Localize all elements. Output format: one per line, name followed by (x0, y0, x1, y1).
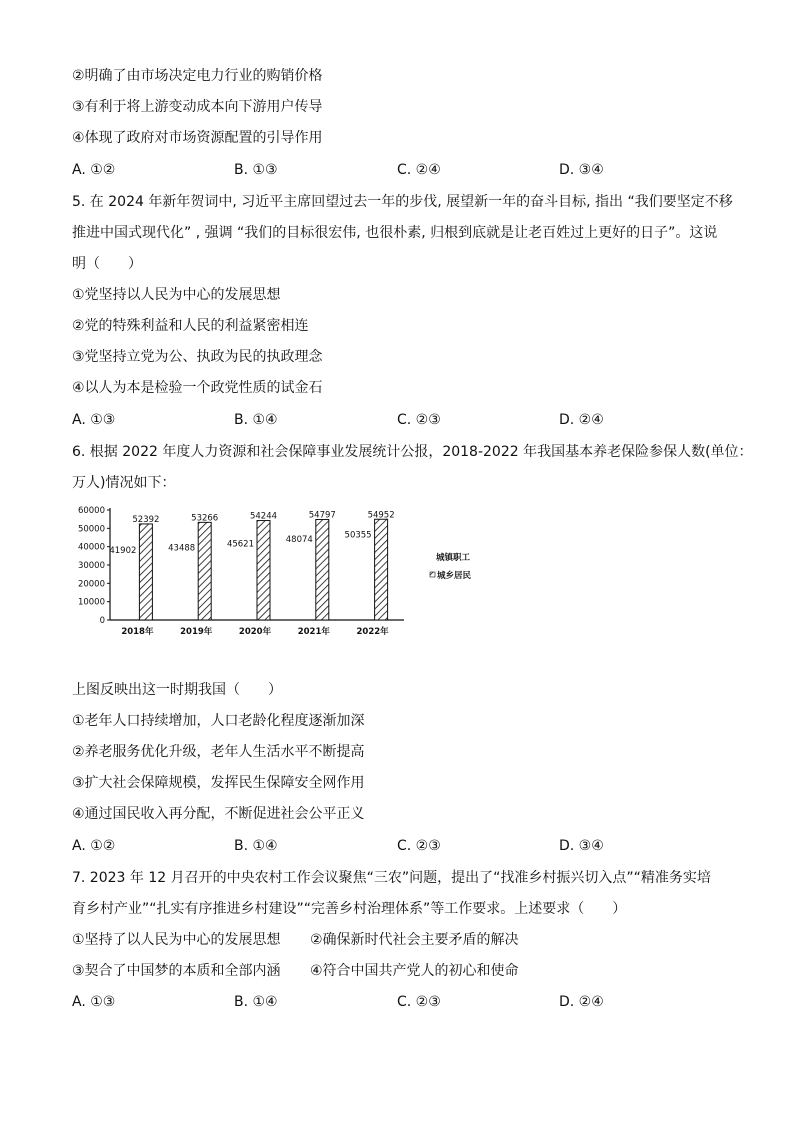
bar-urban-rural-residents (257, 521, 270, 620)
q5-statement-3: ③党坚持立党为公、执政为民的执政理念 (72, 349, 323, 365)
pension-insurance-bar-chart (66, 500, 496, 640)
q5-option-d[interactable]: D. ②④ (559, 412, 604, 428)
q7-option-d[interactable]: D. ②④ (559, 994, 604, 1010)
q7-statement-4: ④符合中国共产党人的初心和使命 (310, 963, 519, 979)
q5-statement-2: ②党的特殊利益和人民的利益紧密相连 (72, 318, 309, 334)
q7-statement-2: ②确保新时代社会主要矛盾的解决 (310, 932, 519, 948)
q6-statement-4: ④通过国民收入再分配，不断促进社会公平正义 (72, 806, 365, 822)
q6-statement-1: ①老年人口持续增加，人口老龄化程度逐渐加深 (72, 713, 365, 729)
bar-urban-employees (361, 528, 374, 620)
q5-statement-1: ①党坚持以人民为中心的发展思想 (72, 287, 281, 303)
q7-statement-1: ①坚持了以人民为中心的发展思想 (72, 932, 281, 948)
data-label-urban-employees: 48074 (285, 534, 313, 545)
legend-label-urban-rural-residents: 城乡居民 (437, 571, 472, 581)
q7-statements-row-1 (72, 931, 519, 949)
q6-statement-3: ③扩大社会保障规模，发挥民生保障安全网作用 (72, 775, 365, 791)
q6-stem-line-2: 万人)情况如下： (72, 475, 176, 491)
q6-option-b[interactable]: B. ①④ (234, 838, 278, 854)
q7-option-a[interactable]: A. ①③ (72, 994, 116, 1010)
q7-option-c[interactable]: C. ②③ (397, 994, 441, 1010)
bar-urban-rural-residents (375, 519, 388, 620)
q4-statement-4: ④体现了政府对市场资源配置的引导作用 (72, 130, 323, 146)
bar-urban-rural-residents (139, 524, 152, 620)
data-label-urban-rural-residents: 54244 (249, 511, 278, 522)
q6-statement-2: ②养老服务优化升级，老年人生活水平不断提高 (72, 744, 365, 760)
y-tick-label: 20000 (77, 579, 105, 590)
q4-option-d[interactable]: D. ③④ (559, 162, 604, 178)
q5-stem-line-3: 明（ ） (72, 256, 142, 272)
y-tick-label: 50000 (77, 524, 105, 535)
q7-statement-3: ③契合了中国梦的本质和全部内涵 (72, 963, 281, 979)
q6-option-c[interactable]: C. ②③ (397, 838, 441, 854)
q5-stem-line-1: 5. 在 2024 年新年贺词中, 习近平主席回望过去一年的步伐, 展望新一年的奋斗目标, 指出 “我们要坚定不移 (72, 194, 733, 210)
q4-option-a[interactable]: A. ①② (72, 162, 116, 178)
q5-statement-4: ④以人为本是检验一个政党性质的试金石 (72, 380, 323, 396)
y-tick-label: 0 (99, 616, 105, 626)
q7-statements-row-2 (72, 962, 519, 980)
data-label-urban-employees: 43488 (168, 543, 196, 554)
y-tick-label: 60000 (77, 506, 105, 516)
data-label-urban-rural-residents: 53266 (191, 513, 219, 524)
data-label-urban-rural-residents: 54797 (308, 510, 336, 521)
x-category-label: 2021年 (297, 627, 330, 637)
q7-option-b[interactable]: B. ①④ (234, 994, 278, 1010)
q7-options (72, 993, 712, 1011)
legend-swatch-urban-rural-residents (430, 572, 435, 577)
q4-statement-2: ②明确了由市场决定电力行业的购销价格 (72, 68, 323, 84)
y-tick-label: 30000 (77, 561, 105, 571)
y-tick-label: 40000 (77, 542, 105, 553)
x-category-label: 2019年 (180, 627, 213, 637)
x-category-label: 2022年 (356, 627, 389, 637)
x-category-label: 2020年 (238, 627, 272, 637)
q6-option-d[interactable]: D. ③④ (559, 838, 604, 854)
bar-urban-employees (302, 532, 315, 620)
q5-option-b[interactable]: B. ①④ (234, 412, 278, 428)
q5-options (72, 411, 712, 429)
data-label-urban-rural-residents: 54952 (367, 510, 395, 521)
q6-options (72, 837, 712, 855)
q5-stem-line-2: 推进中国式现代化” , 强调 “我们的目标很宏伟, 也很朴素, 归根到底就是让老百姓过上更好的日子”。这说 (72, 225, 718, 241)
data-label-urban-employees: 41902 (109, 546, 137, 557)
q5-option-a[interactable]: A. ①③ (72, 412, 116, 428)
q5-option-c[interactable]: C. ②③ (397, 412, 441, 428)
bar-urban-rural-residents (198, 522, 211, 620)
q7-stem-line-2: 育乡村产业”“扎实有序推进乡村建设”“完善乡村治理体系”等工作要求。上述要求（ ） (72, 901, 627, 917)
bar-urban-rural-residents (316, 520, 329, 620)
q4-options (72, 161, 712, 179)
q4-option-c[interactable]: C. ②④ (397, 162, 441, 178)
x-category-label: 2018年 (121, 627, 154, 637)
q6-option-a[interactable]: A. ①② (72, 838, 116, 854)
q6-question: 上图反映出这一时期我国（ ） (72, 682, 282, 698)
legend-label-urban-employees: 城镇职工 (436, 553, 471, 563)
data-label-urban-employees: 50355 (344, 530, 372, 541)
q4-statement-3: ③有利于将上游变动成本向下游用户传导 (72, 99, 323, 115)
data-label-urban-employees: 45621 (226, 539, 254, 550)
data-label-urban-rural-residents: 52392 (132, 514, 160, 525)
q6-stem-line-1: 6. 根据 2022 年度人力资源和社会保障事业发展统计公报，2018-2022 年我国基本养老保险参保人数(单位： (72, 444, 753, 460)
q7-stem-line-1: 7. 2023 年 12 月召开的中央农村工作会议聚焦“三农”问题，提出了“找准乡村振兴切入点”“精准务实培 (72, 870, 711, 886)
q4-option-b[interactable]: B. ①③ (234, 162, 278, 178)
y-tick-label: 10000 (77, 597, 105, 608)
